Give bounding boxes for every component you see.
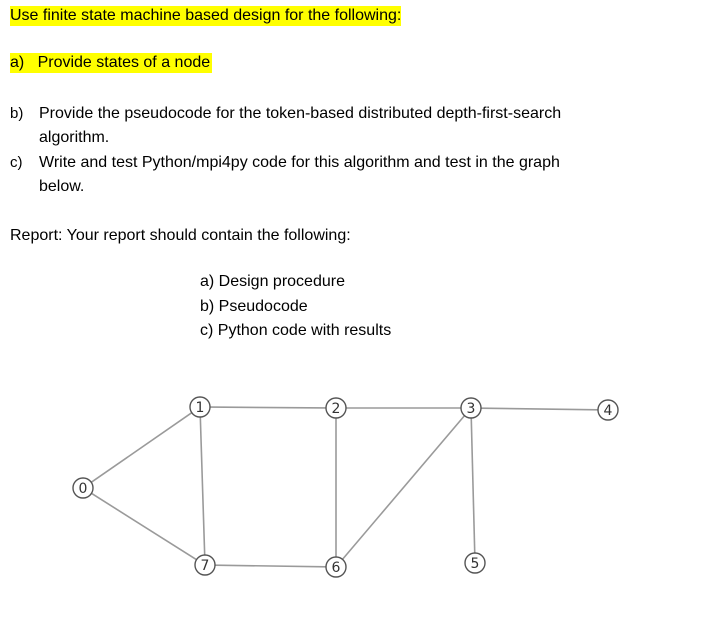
edge-0-7 (91, 493, 196, 559)
graph-node-3 (461, 398, 481, 418)
question-b-line-2: algorithm. (39, 129, 110, 146)
edge-3-4 (481, 408, 598, 410)
edge-3-5 (471, 418, 474, 553)
report-intro: Report: Your report should contain the following: (10, 227, 351, 244)
report-item-pseudocode: b) Pseudocode (200, 298, 308, 315)
assignment-heading: Use finite state machine based design for the following: (10, 7, 402, 24)
edge-0-1 (91, 413, 192, 483)
report-item-design: a) Design procedure (200, 273, 345, 290)
graph-node-5 (465, 553, 485, 573)
node-label: 7 (200, 558, 210, 574)
node-label: 5 (470, 556, 480, 572)
node-label: 2 (331, 401, 341, 417)
node-label: 6 (331, 560, 341, 576)
question-b-line-1: Provide the pseudocode for the token-based distributed depth-first-search (39, 105, 562, 122)
question-c-line-2: below. (39, 178, 85, 195)
edge-1-7 (200, 417, 204, 555)
graph-node-4 (598, 400, 618, 420)
graph-node-6 (326, 557, 346, 577)
graph-node-7 (195, 555, 215, 575)
question-a-text: Provide states of a node (37, 54, 211, 71)
question-c-line-1: Write and test Python/mpi4py code for this algorithm and test in the graph (39, 154, 560, 171)
node-label: 1 (195, 400, 205, 416)
node-label: 0 (78, 481, 88, 497)
edge-1-2 (210, 407, 326, 408)
node-label: 4 (603, 403, 613, 419)
graph-node-1 (190, 397, 210, 417)
edge-6-7 (215, 565, 326, 567)
node-label: 3 (466, 401, 476, 417)
graph-node-2 (326, 398, 346, 418)
report-item-python: c) Python code with results (200, 322, 392, 339)
graph-node-0 (73, 478, 93, 498)
question-a-marker: a) (10, 54, 25, 71)
question-c-marker: c) (10, 154, 23, 171)
question-b-marker: b) (10, 105, 24, 122)
edge-3-6 (342, 416, 464, 560)
